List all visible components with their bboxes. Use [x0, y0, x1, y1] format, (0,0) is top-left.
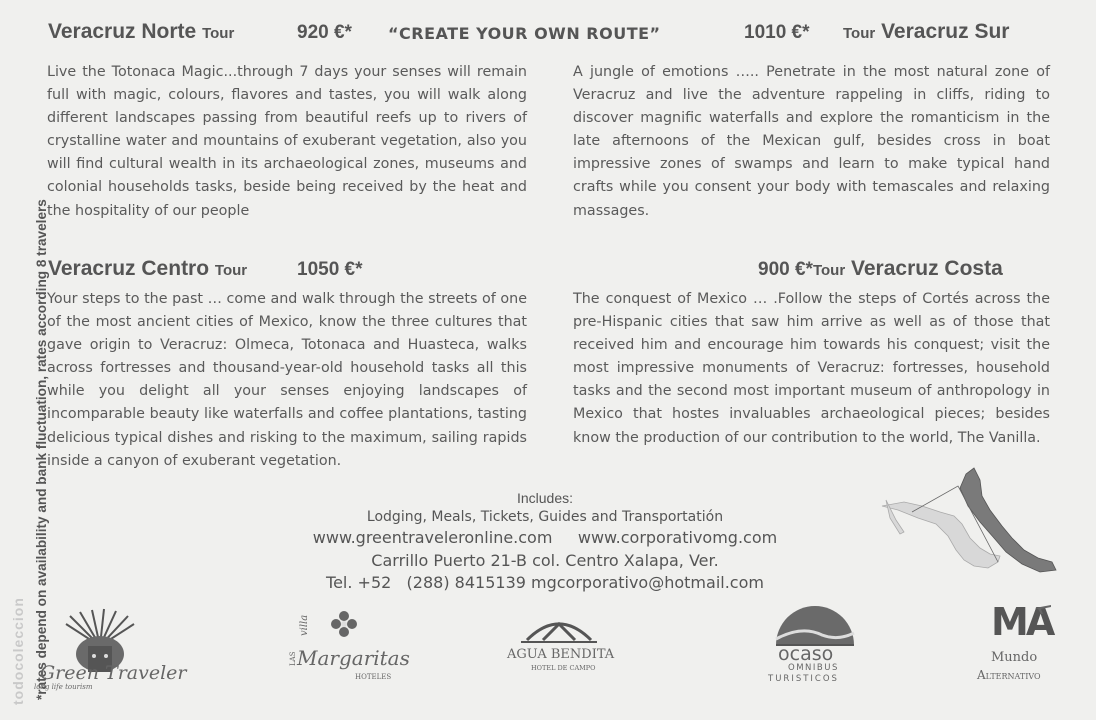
- norte-tour-label: Tour: [202, 25, 235, 42]
- rates-note-text: *rates depend on availability and bank fluctuation, rates according 8 travelers: [34, 199, 49, 700]
- mundo-text: Mundo: [991, 650, 1038, 665]
- villa-margaritas-logo: [285, 610, 410, 690]
- sur-title: [843, 20, 1009, 44]
- create-route-heading: “CREATE YOUR OWN ROUTE”: [388, 24, 661, 43]
- villa-las-text: LAS: [289, 651, 297, 666]
- green-traveler-name: Green Traveler: [40, 662, 187, 684]
- watermark-text: todocoleccion: [10, 597, 26, 705]
- ocaso-logo: [766, 595, 866, 690]
- green-traveler-logo: [30, 606, 187, 696]
- house-arch-icon: [521, 612, 597, 644]
- centro-price: 1050 €*: [297, 259, 363, 280]
- costa-title: [758, 257, 1003, 281]
- sur-name: Veracruz Sur: [881, 20, 1010, 43]
- ma-mark: MA: [991, 600, 1053, 644]
- norte-title: [48, 20, 234, 44]
- centro-name: Veracruz Centro: [48, 257, 210, 280]
- ocaso-name: ocaso: [778, 643, 834, 665]
- website-links[interactable]: www.greentraveleronline.com www.corporativomg.com: [312, 528, 778, 547]
- costa-tour-label: Tour: [812, 262, 846, 279]
- alternativo-text: Alternativo: [977, 668, 1041, 682]
- ocaso-omnibus: OMNIBUS: [788, 663, 839, 673]
- sur-price: 1010 €*: [744, 22, 810, 43]
- sur-description: A jungle of emotions ….. Penetrate in the most natural zone of Veracruz and live the adventure rappeling in cliffs, riding to discover magnific waterfalls and explore the romanticism in the late afternoons of the Mexican gulf, besides cross in boat impressive zones of swamps and learn to make typical hand crafts while you consent your body with temascales and relaxing massages.: [573, 64, 1050, 219]
- includes-items: Lodging, Meals, Tickets, Guides and Transportatión: [366, 509, 724, 525]
- villa-hoteles-text: HOTELES: [355, 673, 392, 681]
- mexico-map: [878, 466, 1058, 578]
- ocaso-turisticos: TURISTICOS: [768, 674, 839, 684]
- norte-description: Live the Totonaca Magic...through 7 days your senses will remain full with magic, colours, flavores and tastes, you will walk along different landscapes passing from beautiful reefs up to rivers of crystalline water and mountains of exuberant vegetation, also you will find cultural wealth in its archaeological zones, museums and colonial households tasks, beside being received by the heat and the hospitality of our people: [47, 64, 527, 219]
- flower-icon: [330, 610, 358, 638]
- villa-margaritas-name: Margaritas: [297, 646, 410, 670]
- includes-label: Includes:: [516, 490, 574, 506]
- green-traveler-tagline: long life tourism: [34, 683, 93, 691]
- costa-name: Veracruz Costa: [851, 257, 1003, 280]
- centro-title: [48, 257, 247, 281]
- norte-name: Veracruz Norte: [48, 20, 197, 43]
- address: Carrillo Puerto 21-B col. Centro Xalapa, Ver.: [371, 551, 719, 570]
- costa-description: The conquest of Mexico … .Follow the steps of Cortés across the pre-Hispanic cities that saw him arrive as well as of those that received him and encourage him towards his conquest; visit the most impressive monuments of Veracruz: fortresses, household tasks and the second most important museum of anthropology in Mexico that hostes invaluables archaeological pieces; besides know the production of our contribution to the world, The Vanilla.: [573, 291, 1050, 446]
- airplane-icon: [1035, 602, 1051, 614]
- agua-bendita-name: AGUA BENDITA: [507, 647, 615, 662]
- sur-tour-label: Tour: [843, 25, 876, 42]
- contact-line: Tel. +52 (288) 8415139 mgcorporativo@hotmail.com: [326, 573, 764, 592]
- norte-price: 920 €*: [297, 22, 352, 43]
- costa-price: 900 €*: [758, 259, 813, 280]
- villa-small-text: villa: [299, 614, 310, 636]
- centro-description: Your steps to the past … come and walk through the streets of one of the most ancient cities of Mexico, know the three cultures that gave origin to Veracruz: Olmeca, Totonaca and Huasteca, walks across fortresses and thousand-year-old household tasks all this while you delight all your senses enjoying landscapes of incomparable beauty like waterfalls and coffee plantations, tasting delicious typical dishes and risking to the maximum, sailing rapids inside a canyon of exuberant vegetation.: [47, 291, 527, 469]
- centro-tour-label: Tour: [214, 262, 248, 279]
- agua-bendita-logo: [503, 612, 623, 682]
- agua-bendita-sub: HOTEL DE CAMPO: [531, 664, 596, 672]
- sunset-icon: [772, 595, 858, 647]
- mundo-alternativo-logo: [975, 600, 1055, 690]
